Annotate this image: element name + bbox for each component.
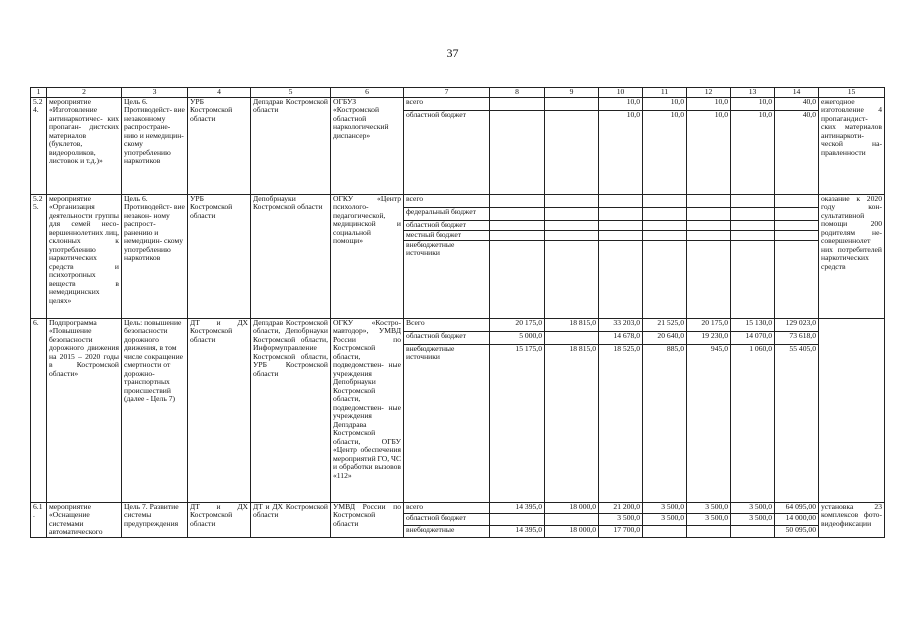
amount-8: 14 395,0 [490,502,545,514]
amount-10 [599,207,643,220]
amount-10 [599,220,643,230]
amount-11 [643,220,687,230]
amount-12 [687,240,731,318]
amount-14: 40,0 [775,110,819,194]
goal-text: Цель 6. Противодейст- вие незакон- ному распрост- ранению и немедицин- скому употреблению наркотиков [122,194,188,318]
column-number-15: 15 [819,88,885,98]
amount-13 [731,525,775,537]
funding-source: областной бюджет [404,514,490,526]
row-number: 5.25. [31,194,47,318]
funding-source: федеральный бюджет [404,207,490,220]
amount-8 [490,194,545,207]
coordinator: УРБ Костромской области [188,97,251,194]
amount-14 [775,194,819,207]
funding-source: внебюджетные [404,525,490,537]
column-number-7: 7 [404,88,490,98]
amount-12: 945,0 [687,344,731,502]
column-number-row [31,88,885,98]
amount-13: 3 500,0 [731,502,775,514]
funding-source: всего [404,194,490,207]
amount-10 [599,194,643,207]
funding-source: всего [404,502,490,514]
amount-10 [599,240,643,318]
amount-9 [545,230,599,240]
goal-text: Цель: повышение безопасности дорожного движения, в том числе сокращение смертности от дорожно- транспортных происшествий (далее - Цель 7) [122,318,188,502]
amount-9 [545,331,599,344]
amount-9: 18 000,0 [545,502,599,514]
amount-13: 3 500,0 [731,514,775,526]
activity-name: мероприятие «Организация деятельности группы для семей несо- вершеннолетних лиц, склонных к употреблению наркотических средств и психотропных веществ в немедицинских целях» [47,194,122,318]
coordinator: ДТ и ДХ Костромской области [188,318,251,502]
goal-text: Цель 7. Развитие системы предупреждения [122,502,188,537]
column-number-6: 6 [331,88,404,98]
amount-13: 10,0 [731,110,775,194]
column-number-1: 1 [31,88,47,98]
executor: Депздрав Костромской области, Депобрнауки Костромской области, Информуправление Костромской области, УРБ Костромской области [251,318,331,502]
amount-11: 20 640,0 [643,331,687,344]
expected-result: оказание к 2020 году кон- сультативной помощи 200 родителям не- совершеннолет них потребителей наркотических средств [819,194,885,318]
amount-8: 20 175,0 [490,318,545,331]
amount-11: 3 500,0 [643,514,687,526]
amount-10: 14 678,0 [599,331,643,344]
page-number: 37 [446,46,459,60]
amount-8 [490,110,545,194]
amount-12 [687,194,731,207]
amount-10: 10,0 [599,110,643,194]
column-number-2: 2 [47,88,122,98]
column-number-3: 3 [122,88,188,98]
amount-13: 15 130,0 [731,318,775,331]
amount-11: 21 525,0 [643,318,687,331]
amount-14 [775,207,819,220]
table-row [31,502,885,514]
amount-12 [687,220,731,230]
amount-9 [545,207,599,220]
table-row [31,194,885,207]
amount-8: 14 395,0 [490,525,545,537]
executor: Депздрав Костромской области [251,97,331,194]
column-number-13: 13 [731,88,775,98]
amount-11: 10,0 [643,110,687,194]
amount-8 [490,514,545,526]
amount-10: 21 200,0 [599,502,643,514]
funding-source: внебюджетные источники [404,344,490,502]
amount-11: 3 500,0 [643,502,687,514]
activity-name: Подпрограмма «Повышение безопасности дорожного движения на 2015 – 2020 годы в Костромской области» [47,318,122,502]
amount-12: 10,0 [687,110,731,194]
amount-12: 20 175,0 [687,318,731,331]
amount-12 [687,230,731,240]
amount-13: 10,0 [731,97,775,110]
amount-10: 3 500,0 [599,514,643,526]
row-number: 5.24. [31,97,47,194]
amount-13: 14 070,0 [731,331,775,344]
amount-8 [490,207,545,220]
funding-source: областной бюджет [404,331,490,344]
column-number-10: 10 [599,88,643,98]
amount-12 [687,525,731,537]
amount-14: 50 095,00 [775,525,819,537]
amount-10: 17 700,0 [599,525,643,537]
amount-13 [731,230,775,240]
amount-13 [731,240,775,318]
amount-11 [643,194,687,207]
funding-source: областной бюджет [404,220,490,230]
amount-9: 18 815,0 [545,344,599,502]
funding-source: областной бюджет [404,110,490,194]
participant: ОГКУ «Костро- мавтодор», УМВД России по Костромской области, подведомствен- ные учреждения Депобрнауки Костромской области, подведомствен- ные учреждения Депздрава Костромской области, ОГБУ «Центр обеспечения мероприятий ГО, ЧС и обработки вызовов «112» [331,318,404,502]
expected-result [819,318,885,502]
amount-8 [490,97,545,110]
amount-13 [731,194,775,207]
amount-14 [775,220,819,230]
amount-10: 10,0 [599,97,643,110]
amount-9 [545,97,599,110]
amount-9 [545,110,599,194]
amount-8 [490,230,545,240]
amount-11: 10,0 [643,97,687,110]
column-number-11: 11 [643,88,687,98]
goal-text: Цель 6. Противодейст- вие незаконному распростране- нию и немедицин- скому употреблению наркотиков [122,97,188,194]
table-row [31,318,885,331]
funding-source: Всего [404,318,490,331]
participant: УМВД России по Костромской области [331,502,404,537]
amount-10: 18 525,0 [599,344,643,502]
column-number-12: 12 [687,88,731,98]
executor: ДТ и ДХ Костромской области [251,502,331,537]
amount-11 [643,207,687,220]
amount-9 [545,514,599,526]
amount-14: 64 095,00 [775,502,819,514]
amount-9 [545,194,599,207]
amount-10: 33 203,0 [599,318,643,331]
amount-12: 3 500,0 [687,502,731,514]
expected-result: установка 23 комплексов фото- видеофиксации [819,502,885,537]
amount-11 [643,525,687,537]
row-number: 6. [31,318,47,502]
amount-9 [545,220,599,230]
program-table [30,87,885,538]
column-number-5: 5 [251,88,331,98]
coordinator: ДТ и ДХ Костромской области [188,502,251,537]
amount-12: 19 230,0 [687,331,731,344]
amount-14 [775,230,819,240]
activity-name: мероприятие «Оснащение системами автоматического [47,502,122,537]
funding-source: всего [404,97,490,110]
amount-9: 18 815,0 [545,318,599,331]
row-number: 6.1. [31,502,47,537]
table-row [31,97,885,110]
amount-13 [731,220,775,230]
amount-8: 15 175,0 [490,344,545,502]
amount-13: 1 060,0 [731,344,775,502]
amount-8: 5 000,0 [490,331,545,344]
amount-14: 129 023,0 [775,318,819,331]
column-number-9: 9 [545,88,599,98]
amount-9 [545,240,599,318]
amount-12: 3 500,0 [687,514,731,526]
coordinator: УРБ Костромской области [188,194,251,318]
amount-10 [599,230,643,240]
amount-11 [643,240,687,318]
amount-14 [775,240,819,318]
participant: ОГКУ «Центр психолого- педагогической, медицинской и социальной помощи» [331,194,404,318]
amount-11 [643,230,687,240]
amount-9: 18 000,0 [545,525,599,537]
amount-8 [490,220,545,230]
amount-14: 55 405,0 [775,344,819,502]
column-number-14: 14 [775,88,819,98]
participant: ОГБУЗ «Костромской областной наркологический диспансер» [331,97,404,194]
column-number-8: 8 [490,88,545,98]
amount-14: 14 000,00 [775,514,819,526]
amount-12: 10,0 [687,97,731,110]
amount-12 [687,207,731,220]
amount-14: 73 618,0 [775,331,819,344]
amount-11: 885,0 [643,344,687,502]
column-number-4: 4 [188,88,251,98]
expected-result: ежегодное изготовление 4 пропагандист- ских материалов антинаркоти- ческой на- правленности [819,97,885,194]
amount-13 [731,207,775,220]
funding-source: местный бюджет [404,230,490,240]
amount-8 [490,240,545,318]
amount-14: 40,0 [775,97,819,110]
funding-source: внебюджетные источники [404,240,490,318]
executor: Депобрнауки Костромской области [251,194,331,318]
activity-name: мероприятие «Изготовление антинаркотичес- ких пропаган- дистских материалов (буклетов, видеороликов, листовок и т.д.)» [47,97,122,194]
